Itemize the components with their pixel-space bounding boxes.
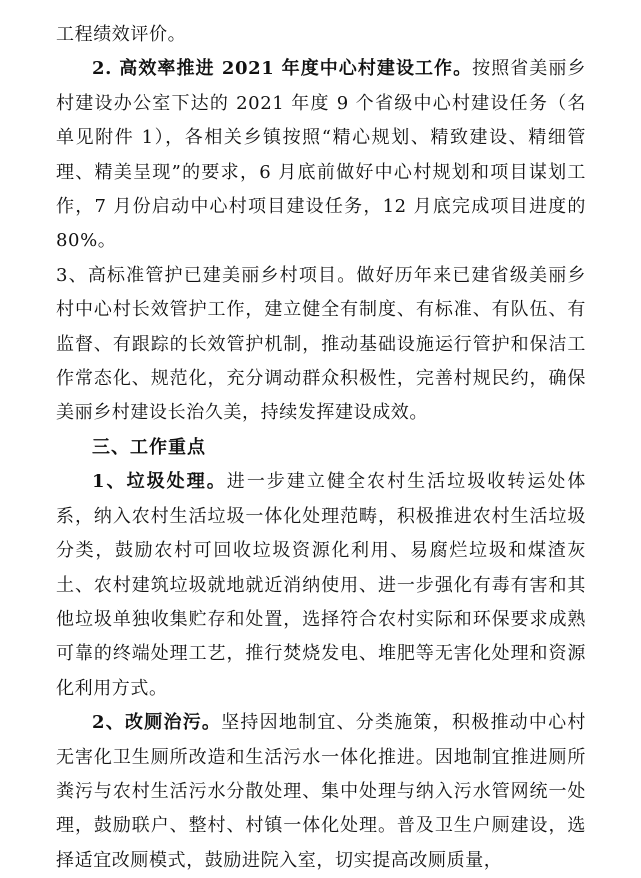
document-page — [56, 18, 586, 878]
paragraph-maintenance — [56, 259, 586, 431]
paragraph-toilet-sewage — [56, 706, 586, 878]
paragraph-text: 按照省美丽乡村建设办公室下达的 2021 年度 9 个省级中心村建设任务（名单见附件 1），各相关乡镇按照“精心规划、精致建设、精细管理、精美呈现”的要求，6 月底前做好中心村规划和项目谋划工作，7 月份启动中心村项目建设任务，12 月底完成项目进度的 80%。 — [56, 58, 586, 252]
section-heading: 三、工作重点 — [92, 436, 206, 458]
paragraph-continuation — [56, 18, 586, 52]
paragraph-garbage-treatment — [56, 465, 586, 706]
paragraph-text: 坚持因地制宜、分类施策，积极推动中心村无害化卫生厕所改造和生活污水一体化推进。因地制宜推进厕所粪污与农村生活污水分散处理、集中处理与纳入污水管网统一处理，鼓励联户、整村、村镇一体化处理。普及卫生户厕建设，选择适宜改厕模式，鼓励进院入室，切实提高改厕质量， — [56, 712, 586, 871]
paragraph-title: 2. 高效率推进 2021 年度中心村建设工作。 — [92, 58, 473, 80]
paragraph-central-village-construction — [56, 52, 586, 258]
paragraph-text: 进一步建立健全农村生活垃圾收转运处体系，纳入农村生活垃圾一体化处理范畴，积极推进农村生活垃圾分类，鼓励农村可回收垃圾资源化利用、易腐烂垃圾和煤渣灰土、农村建筑垃圾就地就近消纳使用、进一步强化有毒有害和其他垃圾单独收集贮存和处置，选择符合农村实际和环保要求成熟可靠的终端处理工艺，推行焚烧发电、堆肥等无害化处理和资源化利用方式。 — [56, 471, 586, 699]
paragraph-title: 1、垃圾处理。 — [92, 471, 227, 493]
paragraph-title: 2、改厕治污。 — [92, 712, 222, 734]
paragraph-text: 工程绩效评价。 — [56, 24, 187, 45]
paragraph-text: 3、高标准管护已建美丽乡村项目。做好历年来已建省级美丽乡村中心村长效管护工作，建立健全有制度、有标准、有队伍、有监督、有跟踪的长效管护机制，推动基础设施运行管护和保洁工作常态化、规范化，充分调动群众积极性，完善村规民约，确保美丽乡村建设长治久美，持续发挥建设成效。 — [56, 264, 586, 424]
